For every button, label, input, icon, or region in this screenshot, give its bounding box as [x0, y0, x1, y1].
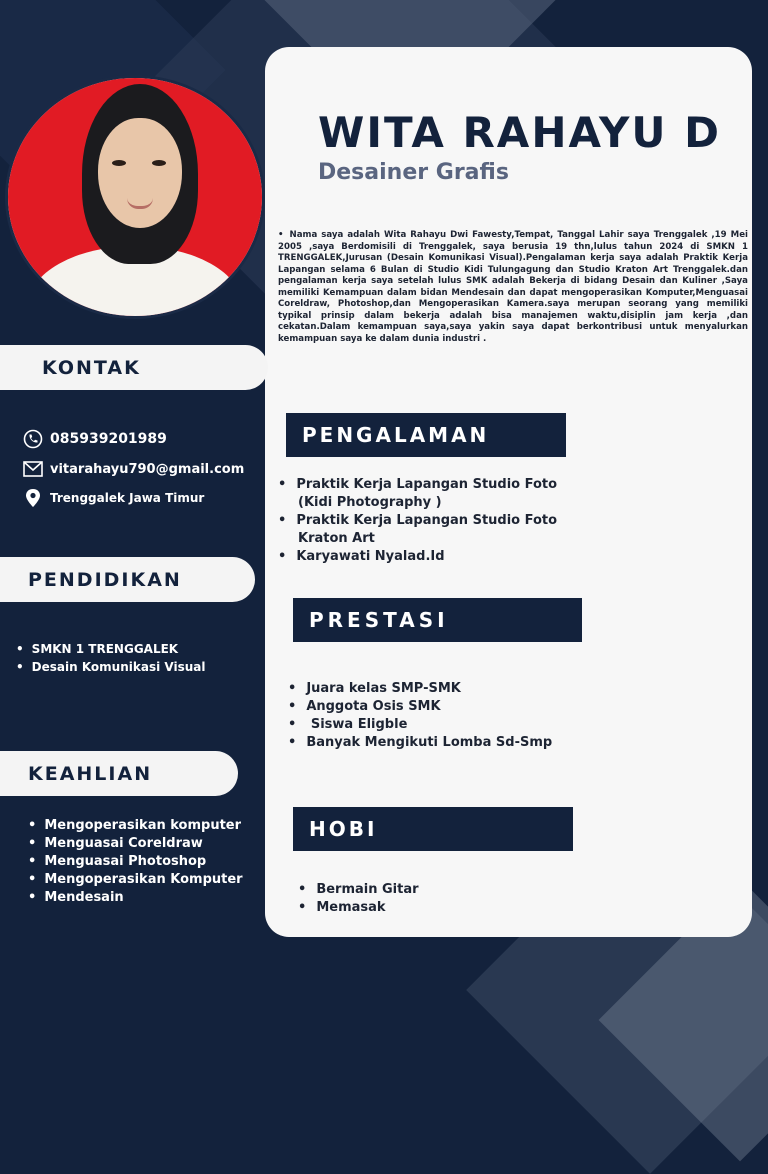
about-paragraph [278, 230, 748, 345]
list-item: • Menguasai Photoshop [28, 853, 243, 871]
contact-phone[interactable] [22, 428, 167, 450]
achievements-list [288, 680, 552, 752]
email-text: vitarahayu790@gmail.com [50, 461, 245, 477]
list-item: • Karyawati Nyalad.Id [278, 548, 557, 566]
job-title: Desainer Grafis [318, 160, 509, 185]
list-item: • Siswa Eligble [288, 716, 552, 734]
list-item: • Mengoperasikan Komputer [28, 871, 243, 889]
phone-icon [22, 428, 44, 450]
skills-list [28, 817, 243, 907]
profile-photo [8, 78, 262, 316]
list-item: • Mengoperasikan komputer [28, 817, 243, 835]
section-heading-prestasi: PRESTASI [293, 598, 582, 642]
contact-location [22, 487, 204, 509]
list-item: • Praktik Kerja Lapangan Studio Foto [278, 512, 557, 530]
section-heading-kontak: KONTAK [0, 345, 268, 390]
list-item: • Banyak Mengikuti Lomba Sd-Smp [288, 734, 552, 752]
list-item: • Menguasai Coreldraw [28, 835, 243, 853]
section-heading-pengalaman: PENGALAMAN [286, 413, 566, 457]
list-item-continuation: Kraton Art [298, 531, 375, 546]
person-name: WITA RAHAYU D [318, 108, 721, 157]
section-heading-pendidikan: PENDIDIKAN [0, 557, 255, 602]
hobbies-list [298, 881, 419, 917]
about-text: Nama saya adalah Wita Rahayu Dwi Fawesty,Tempat, Tanggal Lahir saya Trenggalek ,19 Mei 2005 ,saya Berdomisili di Trenggalek, saya berusia 19 thn,lulus tahun 2024 di SMKN 1 TRENGGALEK,Jurusan (Desain Komunikasi Visual).Pengalaman kerja saya adalah Praktik Kerja Lapangan selama 6 Bulan di Studio Kidi Tulungagung dan Studio Kraton Art Trenggalek.dan pengalaman kerja saya setelah lulus SMK adalah Bekerja di bidang Desain dan Kuliner ,Saya memiliki Kemampuan dalam bidan Mendesain dan dapat mengoperasikan Komputer,Menguasai Coreldraw, Photoshop,dan Mengoperasikan Kamera.saya merupan seorang yang memiliki typikal prinsip dalam bekerja adalah bisa manajemen waktu,disiplin jam kerja ,dan cekatan.Dalam kemampuan saya,saya yakin saya dapat berkontribusi untuk menyalurkan kemampuan saya ke dalam dunia industri . [278, 230, 748, 344]
contact-email[interactable] [22, 458, 244, 480]
list-item: • SMKN 1 TRENGGALEK [16, 640, 205, 658]
experience-list [278, 476, 557, 566]
location-pin-icon [22, 487, 44, 509]
list-item: • Mendesain [28, 889, 243, 907]
list-item: • Desain Komunikasi Visual [16, 658, 205, 676]
list-item-continuation: (Kidi Photography ) [298, 495, 442, 510]
bullet-icon: • [278, 230, 284, 240]
list-item: • Memasak [298, 899, 419, 917]
phone-text: 085939201989 [50, 431, 167, 447]
list-item: • Juara kelas SMP-SMK [288, 680, 552, 698]
list-item: • Praktik Kerja Lapangan Studio Foto [278, 476, 557, 494]
education-list [16, 640, 205, 676]
list-item: • Anggota Osis SMK [288, 698, 552, 716]
section-heading-keahlian: KEAHLIAN [0, 751, 238, 796]
list-item: • Bermain Gitar [298, 881, 419, 899]
location-text: Trenggalek Jawa Timur [50, 491, 205, 505]
section-heading-hobi: HOBI [293, 807, 573, 851]
email-icon [22, 458, 44, 480]
